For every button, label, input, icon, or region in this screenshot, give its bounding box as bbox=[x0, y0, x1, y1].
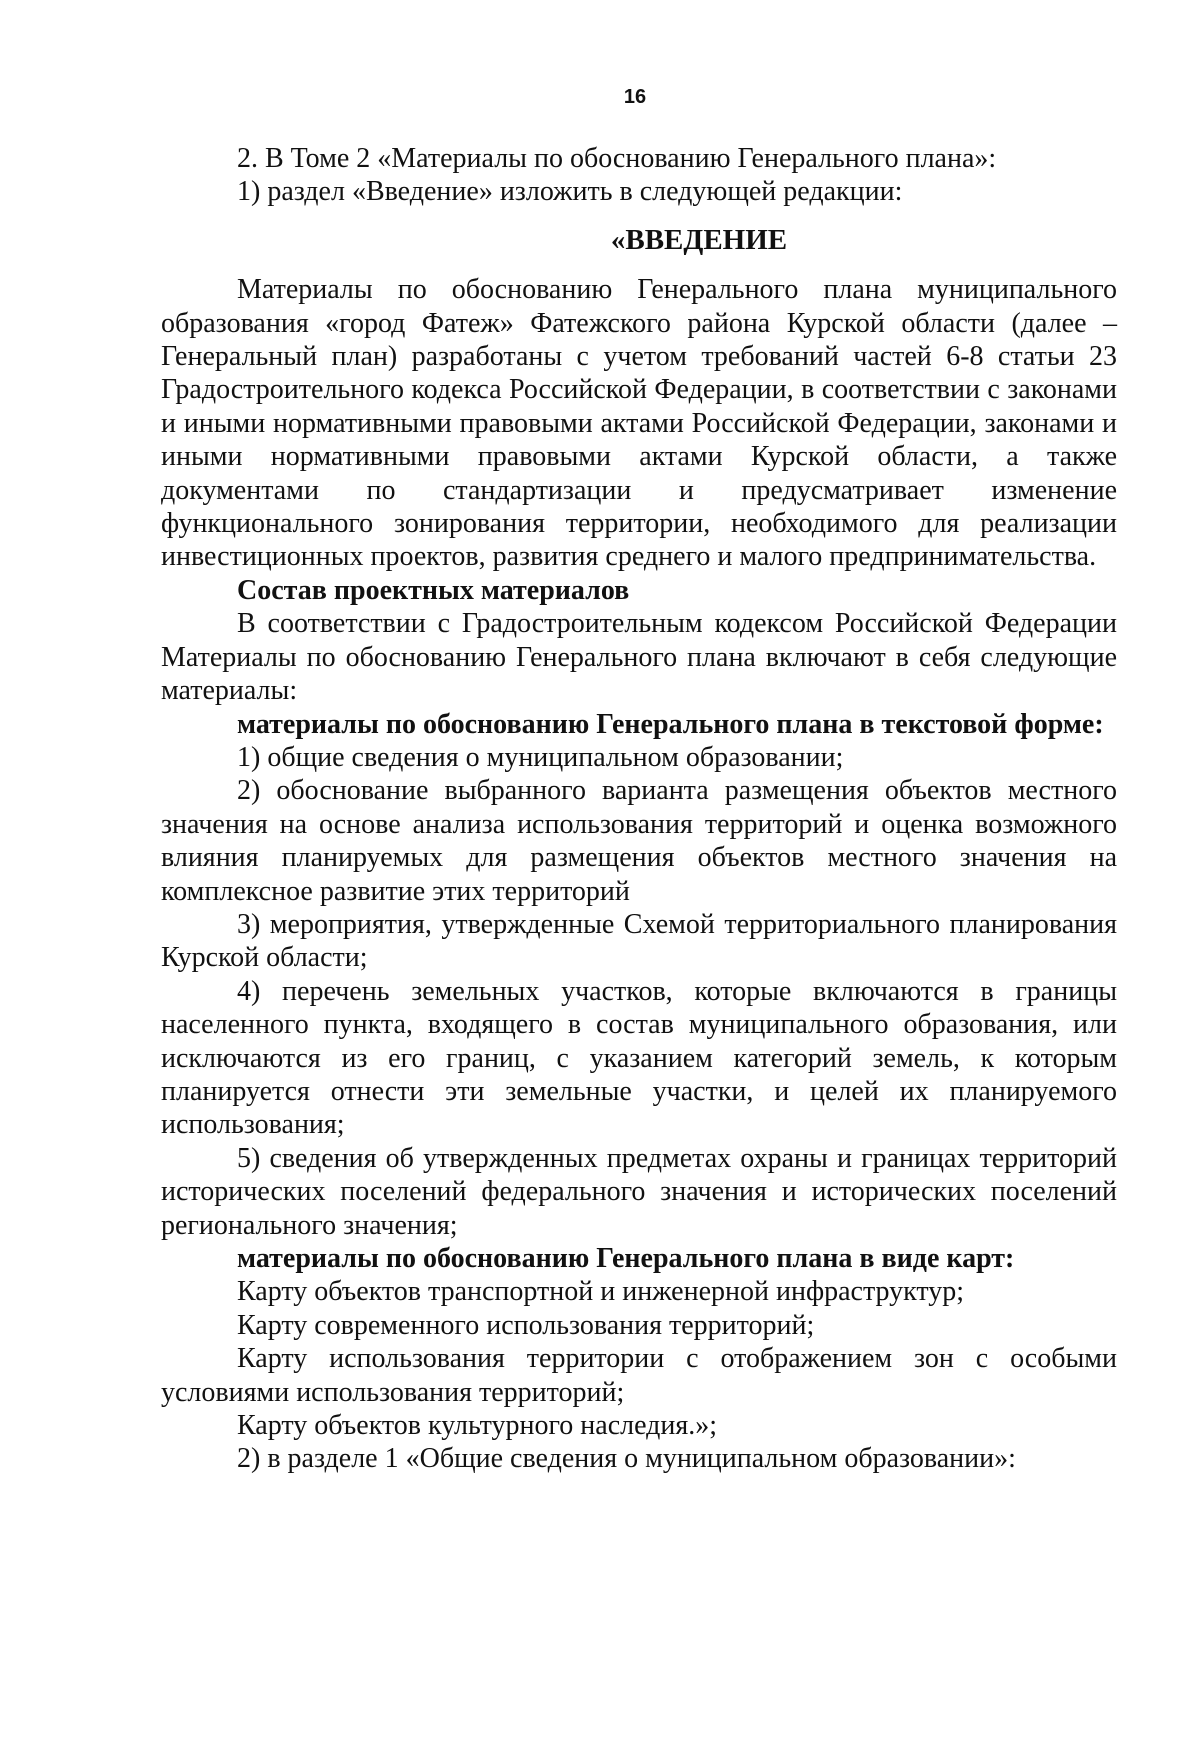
list-item-3: 3) мероприятия, утвержденные Схемой территориального планирования Курской области; bbox=[161, 908, 1117, 974]
subheading-text-materials: материалы по обоснованию Генерального плана в текстовой форме: bbox=[237, 708, 1104, 740]
paragraph-item-2-section-1: 2) в разделе 1 «Общие сведения о муниципальном образовании»: bbox=[237, 1443, 1016, 1475]
page-number: 16 bbox=[623, 86, 647, 108]
subheading-map-materials: материалы по обоснованию Генерального плана в виде карт: bbox=[237, 1243, 1015, 1274]
paragraph-item-1-introduction: 1) раздел «Введение» изложить в следующей редакции: bbox=[237, 176, 903, 208]
paragraph-materials-composition: В соответствии с Градостроительным кодексом Российской Федерации Материалы по обоснованию Генерального плана включают в себя следующие материалы: bbox=[161, 608, 1117, 707]
map-item-current-use: Карту современного использования территорий; bbox=[237, 1309, 815, 1341]
list-item-4: 4) перечень земельных участков, которые включаются в границы населенного пункта, входящего в состав муниципального образования, или исключаются из его границ, с указанием категорий земель, к которым планируется отнести эти земельные участки, и целей их планируемого использования; bbox=[161, 975, 1117, 1141]
list-item-1: 1) общие сведения о муниципальном образовании; bbox=[237, 741, 844, 773]
list-item-2: 2) обоснование выбранного варианта размещения объектов местного значения на основе анализа использования территорий и оценка возможного влияния планируемых для размещения объектов местного значения на комплексное развитие этих территорий bbox=[161, 775, 1117, 907]
paragraph-introduction-text: Материалы по обоснованию Генерального плана муниципального образования «город Фатеж» Фатежского района Курской области (далее – Генеральный план) разработаны с учетом требований частей 6-8 статьи 23 Градостроительного кодекса Российской Федерации, в соответствии с законами и иными нормативными правовыми актами Российской Федерации, законами и иными нормативными правовыми актами Курской области, а также документами по стандартизации и предусматривает изменение функционального зонирования территории, необходимого для реализации инвестиционных проектов, развития среднего и малого предпринимательства. bbox=[161, 274, 1117, 573]
subheading-project-materials: Состав проектных материалов bbox=[237, 574, 630, 606]
list-item-5: 5) сведения об утвержденных предметах охраны и границах территорий исторических поселений федерального значения и исторических поселений регионального значения; bbox=[161, 1142, 1117, 1241]
map-item-transport-infrastructure: Карту объектов транспортной и инженерной инфраструктур; bbox=[237, 1276, 965, 1308]
section-heading-introduction: «ВВЕДЕНИЕ bbox=[610, 223, 788, 256]
map-item-cultural-heritage: Карту объектов культурного наследия.»; bbox=[237, 1410, 718, 1442]
paragraph-volume-2: 2. В Томе 2 «Материалы по обоснованию Генерального плана»: bbox=[237, 143, 997, 174]
map-item-special-zones: Карту использования территории с отображением зон с особыми условиями использования территорий; bbox=[161, 1343, 1117, 1408]
document-body bbox=[161, 142, 1117, 1476]
